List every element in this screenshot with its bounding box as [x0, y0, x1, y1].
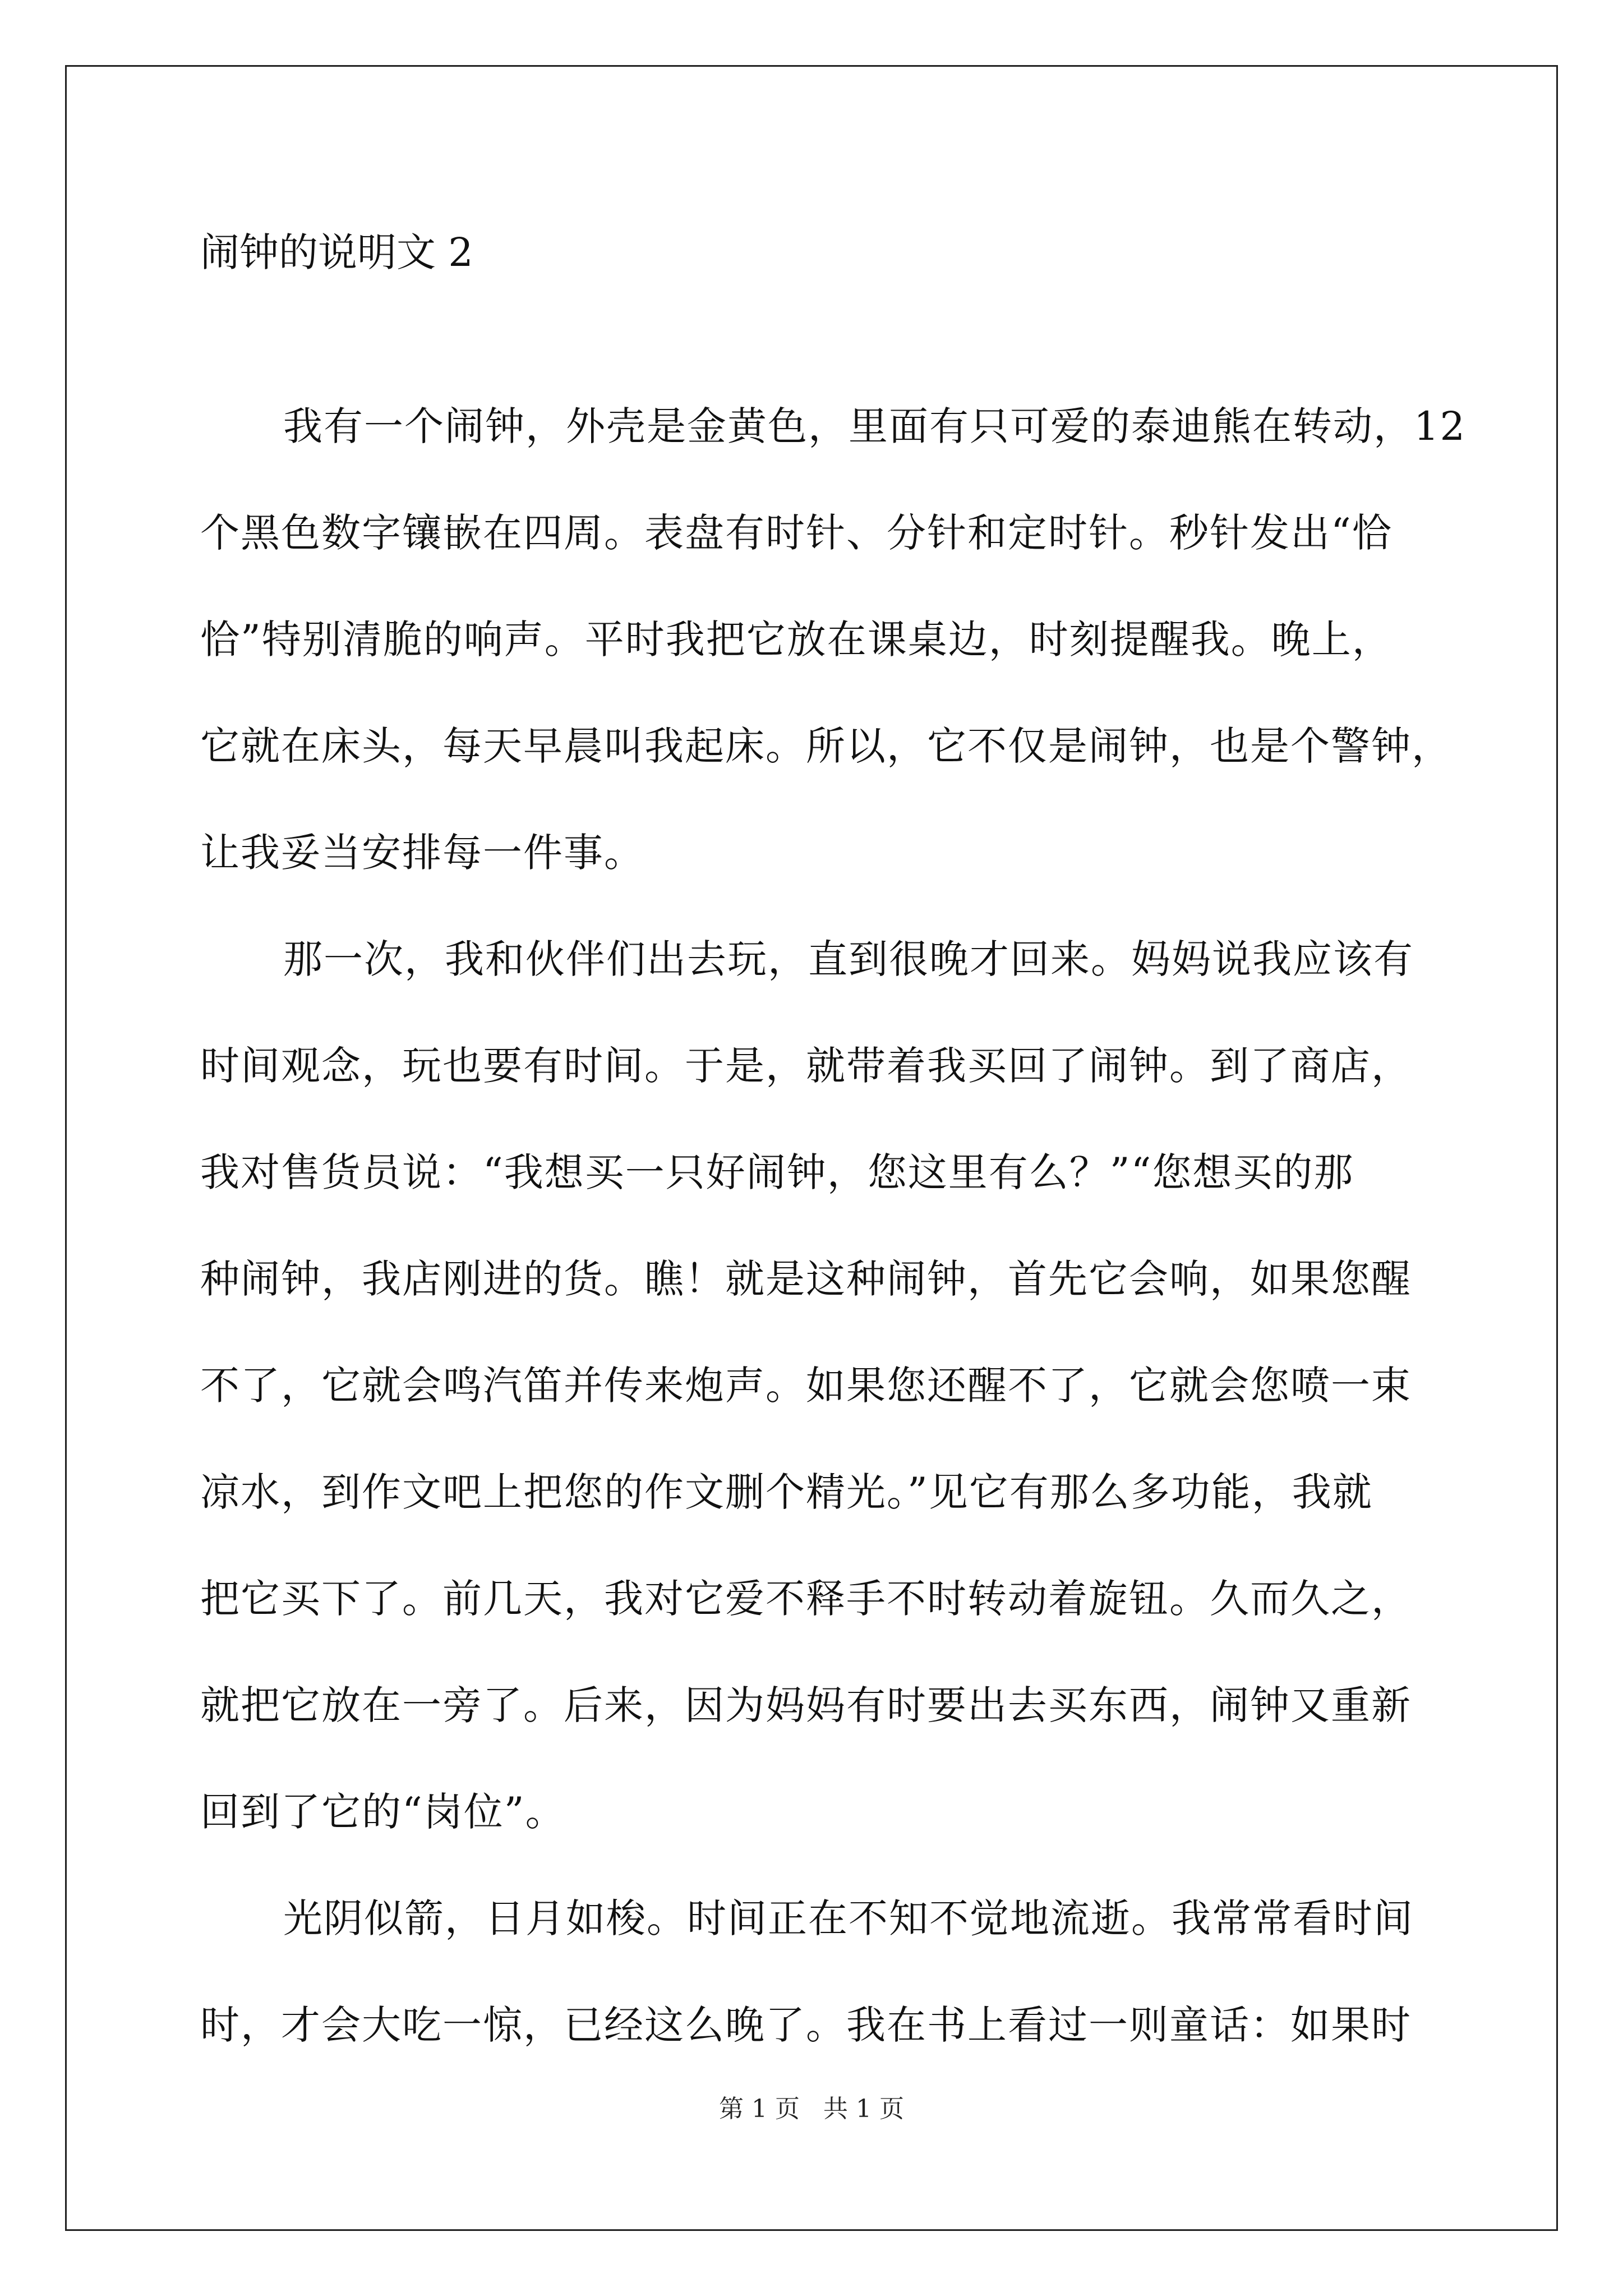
- text-line: 让我妥当安排每一件事。: [200, 830, 644, 876]
- text-line: 凉水，到作文吧上把您的作文删个精光。”见它有那么多功能，我就: [200, 1469, 1373, 1515]
- text-line: 把它买下了。前几天，我对它爱不释手不时转动着旋钮。久而久之，: [200, 1576, 1412, 1622]
- text-line: 它就在床头，每天早晨叫我起床。所以，它不仅是闹钟，也是个警钟，: [200, 723, 1452, 769]
- text-line: 种闹钟，我店刚进的货。瞧！就是这种闹钟，首先它会响，如果您醒: [200, 1256, 1412, 1302]
- text-line: 个黑色数字镶嵌在四周。表盘有时针、分针和定时针。秒针发出“恰: [200, 510, 1393, 556]
- text-line: 我对售货员说：“我想买一只好闹钟，您这里有么？”“您想买的那: [200, 1149, 1354, 1195]
- page-number: 第 1 页 共 1 页: [719, 2095, 904, 2123]
- page-footer: [0, 2092, 1623, 2126]
- text-line: 那一次，我和伙伴们出去玩，直到很晚才回来。妈妈说我应该有: [283, 936, 1414, 982]
- text-line: 我有一个闹钟，外壳是金黄色，里面有只可爱的泰迪熊在转动，12: [283, 403, 1467, 449]
- text-line: 时间观念，玩也要有时间。于是，就带着我买回了闹钟。到了商店，: [200, 1043, 1412, 1089]
- text-line: 时，才会大吃一惊，已经这么晚了。我在书上看过一则童话：如果时: [200, 2002, 1412, 2048]
- document-title: 闹钟的说明文 2: [200, 229, 473, 275]
- document-body: [200, 219, 1467, 2078]
- text-line: 回到了它的“岗位”。: [200, 1789, 566, 1835]
- text-line: 不了，它就会鸣汽笛并传来炮声。如果您还醒不了，它就会您喷一束: [200, 1363, 1412, 1409]
- text-line: 恰”特别清脆的响声。平时我把它放在课桌边，时刻提醒我。晚上，: [200, 616, 1393, 662]
- text-line: 光阴似箭，日月如梭。时间正在不知不觉地流逝。我常常看时间: [283, 1895, 1414, 1941]
- text-line: 就把它放在一旁了。后来，因为妈妈有时要出去买东西，闹钟又重新: [200, 1682, 1412, 1728]
